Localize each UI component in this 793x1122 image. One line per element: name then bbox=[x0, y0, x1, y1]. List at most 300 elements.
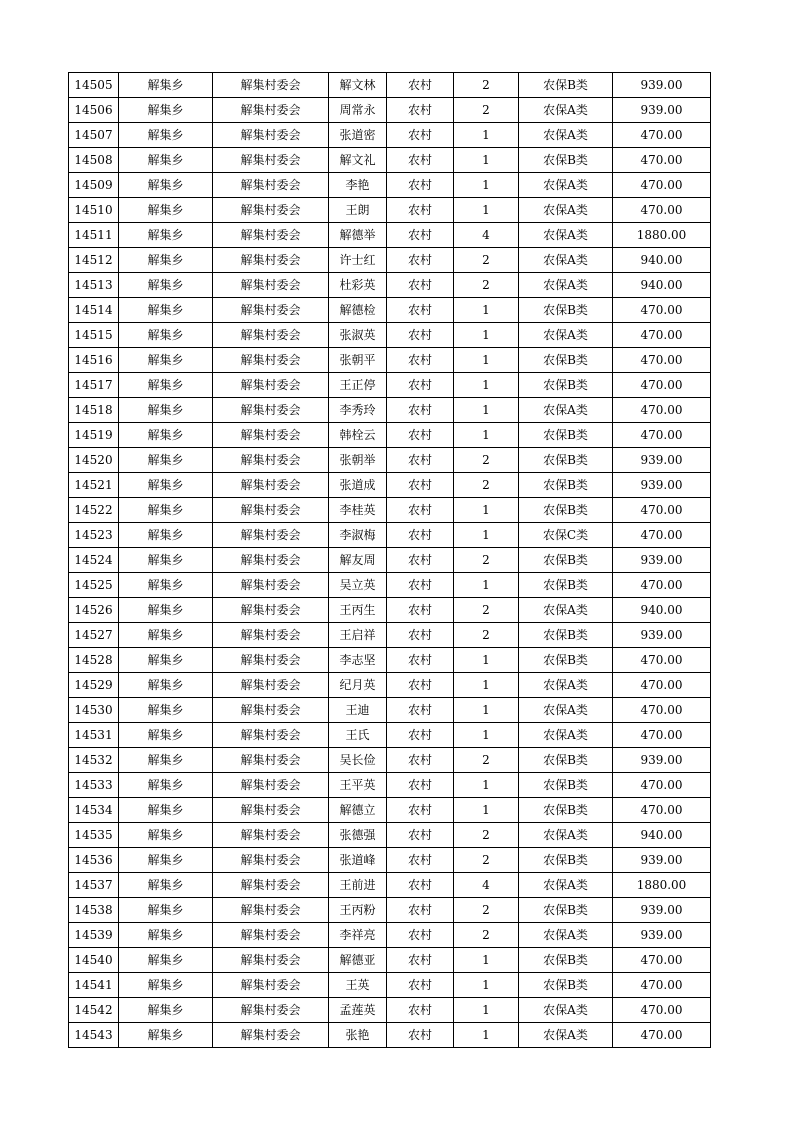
village-committee-cell: 解集村委会 bbox=[213, 298, 329, 323]
area-type-cell: 农村 bbox=[387, 823, 454, 848]
area-type-cell: 农村 bbox=[387, 748, 454, 773]
name-cell: 解文林 bbox=[329, 73, 387, 98]
record-id-cell: 14519 bbox=[69, 423, 119, 448]
category-cell: 农保A类 bbox=[519, 123, 613, 148]
name-cell: 王迪 bbox=[329, 698, 387, 723]
township-cell: 解集乡 bbox=[119, 73, 213, 98]
amount-cell: 470.00 bbox=[613, 648, 711, 673]
name-cell: 李淑梅 bbox=[329, 523, 387, 548]
area-type-cell: 农村 bbox=[387, 798, 454, 823]
household-count-cell: 2 bbox=[454, 623, 519, 648]
household-count-cell: 1 bbox=[454, 123, 519, 148]
table-row bbox=[69, 373, 711, 398]
household-count-cell: 1 bbox=[454, 673, 519, 698]
table-row bbox=[69, 448, 711, 473]
table-row bbox=[69, 948, 711, 973]
village-committee-cell: 解集村委会 bbox=[213, 723, 329, 748]
table-row bbox=[69, 923, 711, 948]
table-row bbox=[69, 598, 711, 623]
area-type-cell: 农村 bbox=[387, 248, 454, 273]
record-id-cell: 14533 bbox=[69, 773, 119, 798]
area-type-cell: 农村 bbox=[387, 898, 454, 923]
area-type-cell: 农村 bbox=[387, 298, 454, 323]
name-cell: 孟莲英 bbox=[329, 998, 387, 1023]
household-count-cell: 1 bbox=[454, 948, 519, 973]
area-type-cell: 农村 bbox=[387, 698, 454, 723]
table-row bbox=[69, 623, 711, 648]
category-cell: 农保B类 bbox=[519, 573, 613, 598]
category-cell: 农保B类 bbox=[519, 898, 613, 923]
table-row bbox=[69, 873, 711, 898]
household-count-cell: 2 bbox=[454, 473, 519, 498]
record-id-cell: 14537 bbox=[69, 873, 119, 898]
area-type-cell: 农村 bbox=[387, 473, 454, 498]
village-committee-cell: 解集村委会 bbox=[213, 473, 329, 498]
amount-cell: 939.00 bbox=[613, 748, 711, 773]
name-cell: 解德立 bbox=[329, 798, 387, 823]
township-cell: 解集乡 bbox=[119, 348, 213, 373]
amount-cell: 470.00 bbox=[613, 423, 711, 448]
name-cell: 解德亚 bbox=[329, 948, 387, 973]
record-id-cell: 14521 bbox=[69, 473, 119, 498]
household-count-cell: 2 bbox=[454, 448, 519, 473]
household-count-cell: 1 bbox=[454, 423, 519, 448]
amount-cell: 470.00 bbox=[613, 673, 711, 698]
amount-cell: 470.00 bbox=[613, 973, 711, 998]
name-cell: 张道密 bbox=[329, 123, 387, 148]
amount-cell: 470.00 bbox=[613, 773, 711, 798]
township-cell: 解集乡 bbox=[119, 698, 213, 723]
area-type-cell: 农村 bbox=[387, 623, 454, 648]
record-id-cell: 14541 bbox=[69, 973, 119, 998]
township-cell: 解集乡 bbox=[119, 923, 213, 948]
category-cell: 农保B类 bbox=[519, 623, 613, 648]
name-cell: 张德强 bbox=[329, 823, 387, 848]
township-cell: 解集乡 bbox=[119, 148, 213, 173]
record-id-cell: 14508 bbox=[69, 148, 119, 173]
village-committee-cell: 解集村委会 bbox=[213, 973, 329, 998]
category-cell: 农保A类 bbox=[519, 698, 613, 723]
village-committee-cell: 解集村委会 bbox=[213, 773, 329, 798]
area-type-cell: 农村 bbox=[387, 448, 454, 473]
table-row bbox=[69, 223, 711, 248]
area-type-cell: 农村 bbox=[387, 273, 454, 298]
township-cell: 解集乡 bbox=[119, 523, 213, 548]
record-id-cell: 14525 bbox=[69, 573, 119, 598]
household-count-cell: 1 bbox=[454, 973, 519, 998]
table-body bbox=[69, 73, 711, 1048]
record-id-cell: 14505 bbox=[69, 73, 119, 98]
household-count-cell: 1 bbox=[454, 173, 519, 198]
table-row bbox=[69, 398, 711, 423]
township-cell: 解集乡 bbox=[119, 673, 213, 698]
township-cell: 解集乡 bbox=[119, 948, 213, 973]
village-committee-cell: 解集村委会 bbox=[213, 848, 329, 873]
area-type-cell: 农村 bbox=[387, 148, 454, 173]
amount-cell: 1880.00 bbox=[613, 873, 711, 898]
name-cell: 王英 bbox=[329, 973, 387, 998]
household-count-cell: 1 bbox=[454, 523, 519, 548]
category-cell: 农保B类 bbox=[519, 73, 613, 98]
household-count-cell: 2 bbox=[454, 848, 519, 873]
record-id-cell: 14531 bbox=[69, 723, 119, 748]
area-type-cell: 农村 bbox=[387, 348, 454, 373]
amount-cell: 939.00 bbox=[613, 923, 711, 948]
household-count-cell: 2 bbox=[454, 823, 519, 848]
name-cell: 王正停 bbox=[329, 373, 387, 398]
household-count-cell: 4 bbox=[454, 873, 519, 898]
township-cell: 解集乡 bbox=[119, 598, 213, 623]
household-count-cell: 2 bbox=[454, 748, 519, 773]
household-count-cell: 1 bbox=[454, 198, 519, 223]
name-cell: 王氏 bbox=[329, 723, 387, 748]
township-cell: 解集乡 bbox=[119, 273, 213, 298]
village-committee-cell: 解集村委会 bbox=[213, 273, 329, 298]
household-count-cell: 1 bbox=[454, 398, 519, 423]
township-cell: 解集乡 bbox=[119, 98, 213, 123]
area-type-cell: 农村 bbox=[387, 973, 454, 998]
table-row bbox=[69, 423, 711, 448]
amount-cell: 470.00 bbox=[613, 173, 711, 198]
category-cell: 农保B类 bbox=[519, 448, 613, 473]
category-cell: 农保A类 bbox=[519, 173, 613, 198]
area-type-cell: 农村 bbox=[387, 1023, 454, 1048]
name-cell: 解文礼 bbox=[329, 148, 387, 173]
amount-cell: 470.00 bbox=[613, 998, 711, 1023]
record-id-cell: 14534 bbox=[69, 798, 119, 823]
category-cell: 农保B类 bbox=[519, 373, 613, 398]
township-cell: 解集乡 bbox=[119, 323, 213, 348]
township-cell: 解集乡 bbox=[119, 548, 213, 573]
village-committee-cell: 解集村委会 bbox=[213, 898, 329, 923]
category-cell: 农保B类 bbox=[519, 298, 613, 323]
table-row bbox=[69, 523, 711, 548]
area-type-cell: 农村 bbox=[387, 948, 454, 973]
record-id-cell: 14528 bbox=[69, 648, 119, 673]
village-committee-cell: 解集村委会 bbox=[213, 948, 329, 973]
township-cell: 解集乡 bbox=[119, 998, 213, 1023]
table-row bbox=[69, 248, 711, 273]
area-type-cell: 农村 bbox=[387, 123, 454, 148]
village-committee-cell: 解集村委会 bbox=[213, 398, 329, 423]
category-cell: 农保A类 bbox=[519, 1023, 613, 1048]
amount-cell: 470.00 bbox=[613, 373, 711, 398]
household-count-cell: 1 bbox=[454, 773, 519, 798]
amount-cell: 939.00 bbox=[613, 548, 711, 573]
name-cell: 周常永 bbox=[329, 98, 387, 123]
area-type-cell: 农村 bbox=[387, 73, 454, 98]
name-cell: 王丙生 bbox=[329, 598, 387, 623]
category-cell: 农保B类 bbox=[519, 773, 613, 798]
category-cell: 农保A类 bbox=[519, 823, 613, 848]
household-count-cell: 2 bbox=[454, 248, 519, 273]
amount-cell: 470.00 bbox=[613, 123, 711, 148]
area-type-cell: 农村 bbox=[387, 848, 454, 873]
amount-cell: 470.00 bbox=[613, 798, 711, 823]
category-cell: 农保A类 bbox=[519, 223, 613, 248]
category-cell: 农保B类 bbox=[519, 973, 613, 998]
table-row bbox=[69, 648, 711, 673]
village-committee-cell: 解集村委会 bbox=[213, 648, 329, 673]
record-id-cell: 14510 bbox=[69, 198, 119, 223]
table-row bbox=[69, 973, 711, 998]
table-row bbox=[69, 723, 711, 748]
household-count-cell: 2 bbox=[454, 273, 519, 298]
table-row bbox=[69, 823, 711, 848]
township-cell: 解集乡 bbox=[119, 898, 213, 923]
record-id-cell: 14522 bbox=[69, 498, 119, 523]
name-cell: 纪月英 bbox=[329, 673, 387, 698]
amount-cell: 470.00 bbox=[613, 698, 711, 723]
table-row bbox=[69, 298, 711, 323]
township-cell: 解集乡 bbox=[119, 623, 213, 648]
category-cell: 农保A类 bbox=[519, 923, 613, 948]
category-cell: 农保A类 bbox=[519, 873, 613, 898]
name-cell: 李志坚 bbox=[329, 648, 387, 673]
area-type-cell: 农村 bbox=[387, 673, 454, 698]
village-committee-cell: 解集村委会 bbox=[213, 148, 329, 173]
category-cell: 农保B类 bbox=[519, 548, 613, 573]
amount-cell: 470.00 bbox=[613, 1023, 711, 1048]
record-id-cell: 14506 bbox=[69, 98, 119, 123]
table-row bbox=[69, 473, 711, 498]
township-cell: 解集乡 bbox=[119, 873, 213, 898]
amount-cell: 470.00 bbox=[613, 198, 711, 223]
table-row bbox=[69, 898, 711, 923]
amount-cell: 939.00 bbox=[613, 448, 711, 473]
household-count-cell: 2 bbox=[454, 73, 519, 98]
name-cell: 许士红 bbox=[329, 248, 387, 273]
category-cell: 农保A类 bbox=[519, 273, 613, 298]
village-committee-cell: 解集村委会 bbox=[213, 348, 329, 373]
village-committee-cell: 解集村委会 bbox=[213, 223, 329, 248]
area-type-cell: 农村 bbox=[387, 398, 454, 423]
township-cell: 解集乡 bbox=[119, 723, 213, 748]
record-id-cell: 14511 bbox=[69, 223, 119, 248]
amount-cell: 940.00 bbox=[613, 598, 711, 623]
category-cell: 农保B类 bbox=[519, 473, 613, 498]
name-cell: 杜彩英 bbox=[329, 273, 387, 298]
village-committee-cell: 解集村委会 bbox=[213, 498, 329, 523]
household-count-cell: 1 bbox=[454, 323, 519, 348]
category-cell: 农保A类 bbox=[519, 673, 613, 698]
area-type-cell: 农村 bbox=[387, 373, 454, 398]
household-count-cell: 4 bbox=[454, 223, 519, 248]
name-cell: 李祥亮 bbox=[329, 923, 387, 948]
township-cell: 解集乡 bbox=[119, 473, 213, 498]
area-type-cell: 农村 bbox=[387, 548, 454, 573]
household-count-cell: 1 bbox=[454, 1023, 519, 1048]
record-id-cell: 14542 bbox=[69, 998, 119, 1023]
township-cell: 解集乡 bbox=[119, 498, 213, 523]
category-cell: 农保A类 bbox=[519, 248, 613, 273]
category-cell: 农保B类 bbox=[519, 423, 613, 448]
amount-cell: 939.00 bbox=[613, 898, 711, 923]
category-cell: 农保B类 bbox=[519, 948, 613, 973]
name-cell: 王朗 bbox=[329, 198, 387, 223]
village-committee-cell: 解集村委会 bbox=[213, 323, 329, 348]
village-committee-cell: 解集村委会 bbox=[213, 823, 329, 848]
data-table bbox=[68, 72, 711, 1048]
township-cell: 解集乡 bbox=[119, 373, 213, 398]
area-type-cell: 农村 bbox=[387, 648, 454, 673]
household-count-cell: 1 bbox=[454, 373, 519, 398]
village-committee-cell: 解集村委会 bbox=[213, 248, 329, 273]
village-committee-cell: 解集村委会 bbox=[213, 623, 329, 648]
record-id-cell: 14532 bbox=[69, 748, 119, 773]
amount-cell: 940.00 bbox=[613, 248, 711, 273]
household-count-cell: 1 bbox=[454, 723, 519, 748]
table-row bbox=[69, 698, 711, 723]
household-count-cell: 2 bbox=[454, 598, 519, 623]
table-row bbox=[69, 548, 711, 573]
record-id-cell: 14507 bbox=[69, 123, 119, 148]
amount-cell: 470.00 bbox=[613, 498, 711, 523]
township-cell: 解集乡 bbox=[119, 648, 213, 673]
household-count-cell: 2 bbox=[454, 548, 519, 573]
record-id-cell: 14527 bbox=[69, 623, 119, 648]
record-id-cell: 14523 bbox=[69, 523, 119, 548]
township-cell: 解集乡 bbox=[119, 298, 213, 323]
name-cell: 解友周 bbox=[329, 548, 387, 573]
area-type-cell: 农村 bbox=[387, 223, 454, 248]
amount-cell: 940.00 bbox=[613, 273, 711, 298]
name-cell: 韩栓云 bbox=[329, 423, 387, 448]
category-cell: 农保A类 bbox=[519, 323, 613, 348]
household-count-cell: 2 bbox=[454, 923, 519, 948]
record-id-cell: 14514 bbox=[69, 298, 119, 323]
record-id-cell: 14520 bbox=[69, 448, 119, 473]
record-id-cell: 14526 bbox=[69, 598, 119, 623]
township-cell: 解集乡 bbox=[119, 573, 213, 598]
household-count-cell: 2 bbox=[454, 98, 519, 123]
area-type-cell: 农村 bbox=[387, 573, 454, 598]
name-cell: 吴长俭 bbox=[329, 748, 387, 773]
township-cell: 解集乡 bbox=[119, 1023, 213, 1048]
amount-cell: 470.00 bbox=[613, 573, 711, 598]
name-cell: 王平英 bbox=[329, 773, 387, 798]
village-committee-cell: 解集村委会 bbox=[213, 698, 329, 723]
amount-cell: 470.00 bbox=[613, 523, 711, 548]
area-type-cell: 农村 bbox=[387, 98, 454, 123]
category-cell: 农保B类 bbox=[519, 498, 613, 523]
household-count-cell: 1 bbox=[454, 648, 519, 673]
record-id-cell: 14515 bbox=[69, 323, 119, 348]
village-committee-cell: 解集村委会 bbox=[213, 748, 329, 773]
amount-cell: 470.00 bbox=[613, 723, 711, 748]
amount-cell: 470.00 bbox=[613, 348, 711, 373]
table-row bbox=[69, 748, 711, 773]
name-cell: 王丙粉 bbox=[329, 898, 387, 923]
table-row bbox=[69, 998, 711, 1023]
category-cell: 农保B类 bbox=[519, 148, 613, 173]
name-cell: 王启祥 bbox=[329, 623, 387, 648]
amount-cell: 940.00 bbox=[613, 823, 711, 848]
table-row bbox=[69, 498, 711, 523]
amount-cell: 939.00 bbox=[613, 73, 711, 98]
household-count-cell: 1 bbox=[454, 498, 519, 523]
township-cell: 解集乡 bbox=[119, 748, 213, 773]
township-cell: 解集乡 bbox=[119, 173, 213, 198]
record-id-cell: 14517 bbox=[69, 373, 119, 398]
township-cell: 解集乡 bbox=[119, 823, 213, 848]
category-cell: 农保A类 bbox=[519, 98, 613, 123]
village-committee-cell: 解集村委会 bbox=[213, 523, 329, 548]
household-count-cell: 1 bbox=[454, 298, 519, 323]
amount-cell: 939.00 bbox=[613, 473, 711, 498]
household-count-cell: 1 bbox=[454, 998, 519, 1023]
township-cell: 解集乡 bbox=[119, 848, 213, 873]
amount-cell: 939.00 bbox=[613, 848, 711, 873]
record-id-cell: 14529 bbox=[69, 673, 119, 698]
township-cell: 解集乡 bbox=[119, 448, 213, 473]
township-cell: 解集乡 bbox=[119, 123, 213, 148]
table-row bbox=[69, 1023, 711, 1048]
table-row bbox=[69, 773, 711, 798]
table-row bbox=[69, 98, 711, 123]
amount-cell: 470.00 bbox=[613, 323, 711, 348]
category-cell: 农保B类 bbox=[519, 798, 613, 823]
village-committee-cell: 解集村委会 bbox=[213, 198, 329, 223]
category-cell: 农保B类 bbox=[519, 348, 613, 373]
area-type-cell: 农村 bbox=[387, 598, 454, 623]
village-committee-cell: 解集村委会 bbox=[213, 548, 329, 573]
household-count-cell: 1 bbox=[454, 348, 519, 373]
village-committee-cell: 解集村委会 bbox=[213, 123, 329, 148]
area-type-cell: 农村 bbox=[387, 423, 454, 448]
record-id-cell: 14516 bbox=[69, 348, 119, 373]
name-cell: 王前进 bbox=[329, 873, 387, 898]
table-row bbox=[69, 348, 711, 373]
category-cell: 农保B类 bbox=[519, 648, 613, 673]
table-row bbox=[69, 573, 711, 598]
category-cell: 农保A类 bbox=[519, 398, 613, 423]
amount-cell: 939.00 bbox=[613, 623, 711, 648]
table-row bbox=[69, 173, 711, 198]
category-cell: 农保A类 bbox=[519, 998, 613, 1023]
record-id-cell: 14512 bbox=[69, 248, 119, 273]
name-cell: 张艳 bbox=[329, 1023, 387, 1048]
name-cell: 李秀玲 bbox=[329, 398, 387, 423]
record-id-cell: 14540 bbox=[69, 948, 119, 973]
table-row bbox=[69, 798, 711, 823]
amount-cell: 470.00 bbox=[613, 398, 711, 423]
township-cell: 解集乡 bbox=[119, 773, 213, 798]
name-cell: 张淑英 bbox=[329, 323, 387, 348]
village-committee-cell: 解集村委会 bbox=[213, 998, 329, 1023]
area-type-cell: 农村 bbox=[387, 723, 454, 748]
name-cell: 解德检 bbox=[329, 298, 387, 323]
name-cell: 张道峰 bbox=[329, 848, 387, 873]
village-committee-cell: 解集村委会 bbox=[213, 373, 329, 398]
village-committee-cell: 解集村委会 bbox=[213, 873, 329, 898]
area-type-cell: 农村 bbox=[387, 873, 454, 898]
amount-cell: 1880.00 bbox=[613, 223, 711, 248]
record-id-cell: 14543 bbox=[69, 1023, 119, 1048]
category-cell: 农保B类 bbox=[519, 848, 613, 873]
category-cell: 农保C类 bbox=[519, 523, 613, 548]
table-row bbox=[69, 848, 711, 873]
household-count-cell: 2 bbox=[454, 898, 519, 923]
name-cell: 张朝平 bbox=[329, 348, 387, 373]
table-row bbox=[69, 73, 711, 98]
household-count-cell: 1 bbox=[454, 798, 519, 823]
village-committee-cell: 解集村委会 bbox=[213, 98, 329, 123]
village-committee-cell: 解集村委会 bbox=[213, 423, 329, 448]
table-row bbox=[69, 673, 711, 698]
area-type-cell: 农村 bbox=[387, 198, 454, 223]
table-row bbox=[69, 198, 711, 223]
